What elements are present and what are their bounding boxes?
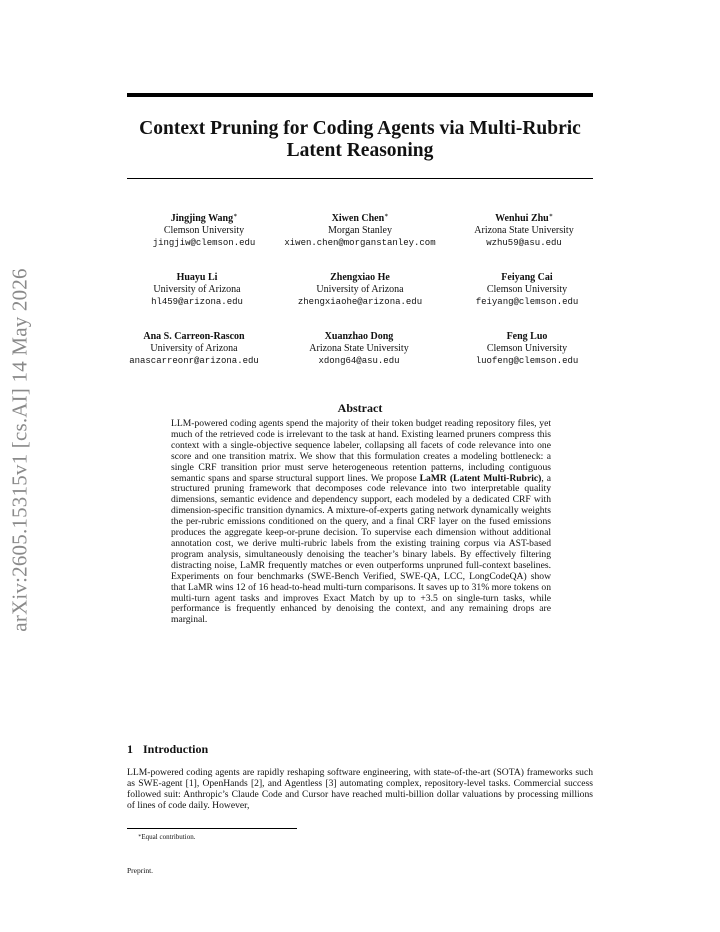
author-email: hl459@arizona.edu (151, 297, 243, 307)
author-affiliation: Morgan Stanley (328, 225, 392, 236)
author-name: Feng Luo (506, 331, 548, 342)
section-heading (127, 742, 208, 757)
author-block (427, 331, 627, 367)
author-name: Xuanzhao Dong (324, 331, 394, 342)
author-affiliation: Arizona State University (474, 225, 574, 236)
method-name: LaMR (Latent Multi-Rubric) (419, 472, 542, 484)
author-email: feiyang@clemson.edu (475, 297, 579, 307)
author-affiliation: University of Arizona (153, 284, 241, 295)
section-title: Introduction (143, 742, 209, 756)
author-name: Xiwen Chen∗ (331, 213, 389, 224)
author-name: Jingjing Wang∗ (170, 213, 238, 224)
author-affiliation: Arizona State University (309, 343, 409, 354)
footnote: ∗Equal contribution. (138, 833, 196, 841)
author-email: jingjiw@clemson.edu (152, 238, 256, 248)
arxiv-identifier: arXiv:2605.15315v1 [cs.AI] 14 May 2026 (7, 268, 32, 632)
author-name: Huayu Li (176, 272, 218, 283)
title-top-rule (127, 93, 593, 97)
author-email: luofeng@clemson.edu (475, 356, 579, 366)
author-name: Zhengxiao He (330, 272, 390, 283)
author-email: zhengxiaohe@arizona.edu (297, 297, 423, 307)
introduction-text: LLM-powered coding agents are rapidly reshaping software engineering, with state-of-the-art (SOTA) frameworks such as SWE-agent [1], OpenHands [2], and Agentless [3] automating complex, repository-level tasks. Commercial success followed suit: Anthropic’s Claude Code and Cursor have reached multi-billion dollar valuations by processing millions of lines of code daily. However, (127, 767, 593, 811)
author-block (427, 272, 627, 308)
author-affiliation: Clemson University (163, 225, 245, 236)
author-affiliation: Clemson University (486, 343, 568, 354)
author-email: anascarreonr@arizona.edu (129, 356, 259, 366)
author-name: Feiyang Cai (501, 272, 553, 283)
author-affiliation: University of Arizona (150, 343, 238, 354)
author-affiliation: University of Arizona (316, 284, 404, 295)
title-line-1: Context Pruning for Coding Agents via Multi-Rubric (139, 118, 581, 139)
footnote-rule (127, 828, 297, 829)
abstract-heading: Abstract (337, 401, 383, 415)
author-email: xdong64@asu.edu (318, 356, 400, 366)
author-name: Wenhui Zhu∗ (495, 213, 553, 224)
abstract-text: LLM-powered coding agents spend the majority of their token budget reading repository files, yet much of the retrieved code is irrelevant to the task at hand. Existing learned pruners compress this context with a single-objective sequence labeler, collapsing all facets of code relevance into one score and one transition matrix. We show that this formulation creates a modeling bottleneck: a single CRF transition prior must serve heterogeneous retention patterns, including contiguous semantic spans and sparse structural support lines. We propose LaMR (Latent Multi-Rubric), a structured pruning framework that decomposes code relevance into two interpretable quality dimensions, semantic evidence and dependency support, each modeled by a dedicated CRF with dimension-specific transition dynamics. A mixture-of-experts gating network dynamically weights the per-rubric emissions conditioned on the query, and a final CRF layer on the fused emissions produces the aggregate keep-or-prune decision. To supervise each dimension without additional annotation cost, we derive multi-rubric labels from the existing training corpus via AST-based program analysis, simultaneously denoising the teacher’s binary labels. By effectively filtering distracting noise, LaMR frequently matches or even outperforms unpruned full-context baselines. Experiments on four benchmarks (SWE-Bench Verified, SWE-QA, LCC, LongCodeQA) show that LaMR wins 12 of 16 head-to-head multi-turn comparisons. It saves up to 31% more tokens on multi-turn agent tasks and improves Exact Match by up to +3.5 on single-turn tasks, while performance is frequently enhanced by denoising the context, and any remaining drops are marginal. (171, 418, 551, 626)
author-name: Ana S. Carreon-Rascon (143, 331, 245, 342)
title-line-2: Latent Reasoning (286, 140, 434, 161)
author-email: xiwen.chen@morganstanley.com (284, 238, 436, 248)
section-number: 1 (127, 742, 133, 756)
paper-title (127, 118, 593, 162)
preprint-label: Preprint. (127, 866, 154, 875)
author-affiliation: Clemson University (486, 284, 568, 295)
author-email: wzhu59@asu.edu (486, 238, 562, 248)
author-block (424, 213, 624, 249)
title-bottom-rule (127, 178, 593, 179)
